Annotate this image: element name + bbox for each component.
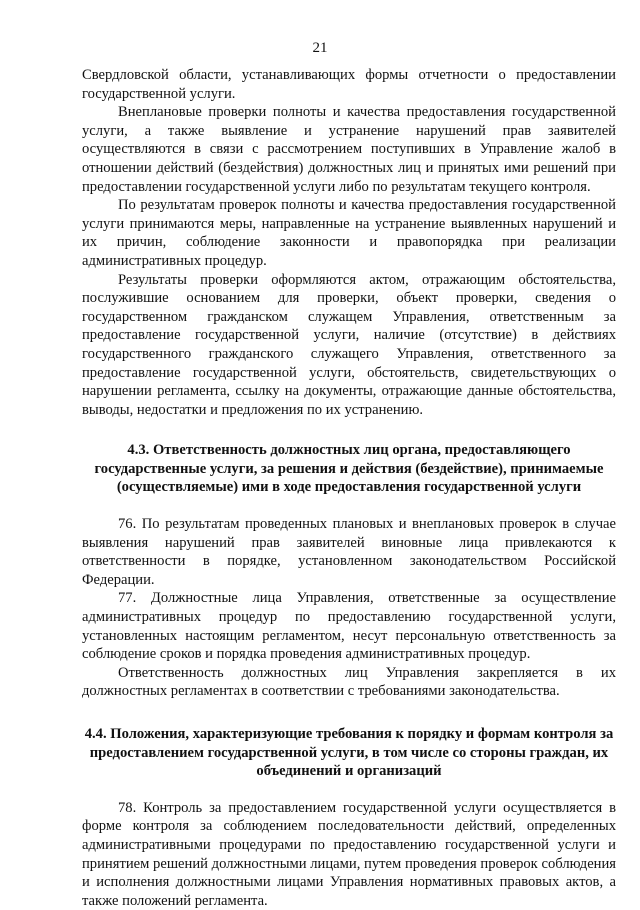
section-4-3-heading: 4.3. Ответственность должностных лиц органа, предоставляющего государственные услуги, за решения и действия (бездействие), принимаемые (осуществляемые) ими в ходе предоставления государственной услуги [94,442,604,496]
page-number: 21 [312,40,328,56]
paragraph-continuation: Свердловской области, устанавливающих формы отчетности о предоставлении государственной услуги. [82,67,616,102]
page-content [82,66,616,910]
paragraph-77: 77. Должностные лица Управления, ответственные за осуществление административных процедур по предоставлению государственной услуги, установленных настоящим регламентом, несут персональную ответственность за соблюдение сроков и порядка проведения административных процедур. [82,590,616,663]
paragraph-responsibility: Ответственность должностных лиц Управления закрепляется в их должностных регламентах в соответствии с требованиями законодательства. [82,664,616,700]
paragraph-unplanned-checks: Внеплановые проверки полноты и качества предоставления государственной услуги, а также выявление и устранение нарушений прав заявителей осуществляются в связи с рассмотрением поступивших в Управление жалоб в отношении действий (бездействия) должностных лиц и принятых ими решений при предоставлении государственной услуги либо по результатам текущего контроля. [82,104,616,195]
paragraph-76: 76. По результатам проведенных плановых и внеплановых проверок в случае выявления нарушений прав заявителей виновные лица привлекаются к ответственности в порядке, установленном законодательством Российской Федерации. [82,516,616,588]
section-4-4-heading: 4.4. Положения, характеризующие требования к порядку и формам контроля за предоставлением государственной услуги, в том числе со стороны граждан, их объединений и организаций [84,726,614,780]
paragraph-check-act: Результаты проверки оформляются актом, отражающим обстоятельства, послужившие основанием для проверки, объект проверки, сведения о государственном гражданском служащем Управления, ответственным за предоставление государственной услуги, наличие (отсутствие) в действиях государственного гражданского служащего Управления, ответственного за предоставление государственной услуги, обстоятельств, свидетельствующих о нарушении регламента, ссылку на документы, отражающие данные обстоятельства, выводы, недостатки и предложения по их устранению. [82,271,616,418]
paragraph-78: 78. Контроль за предоставлением государственной услуги осуществляется в форме контроля за соблюдением последовательности действий, определенных административными процедурами по предоставлению государственной услуги и принятием решений должностными лицами, путем проведения проверок соблюдения и исполнения должностными лицами Управления нормативных правовых актов, а также положений регламента. [82,799,616,909]
paragraph-check-results-measures: По результатам проверок полноты и качества предоставления государственной услуги принимаются меры, направленные на устранение выявленных нарушений и их причин, соблюдение законности и правопорядка при реализации административных процедур. [82,197,616,269]
